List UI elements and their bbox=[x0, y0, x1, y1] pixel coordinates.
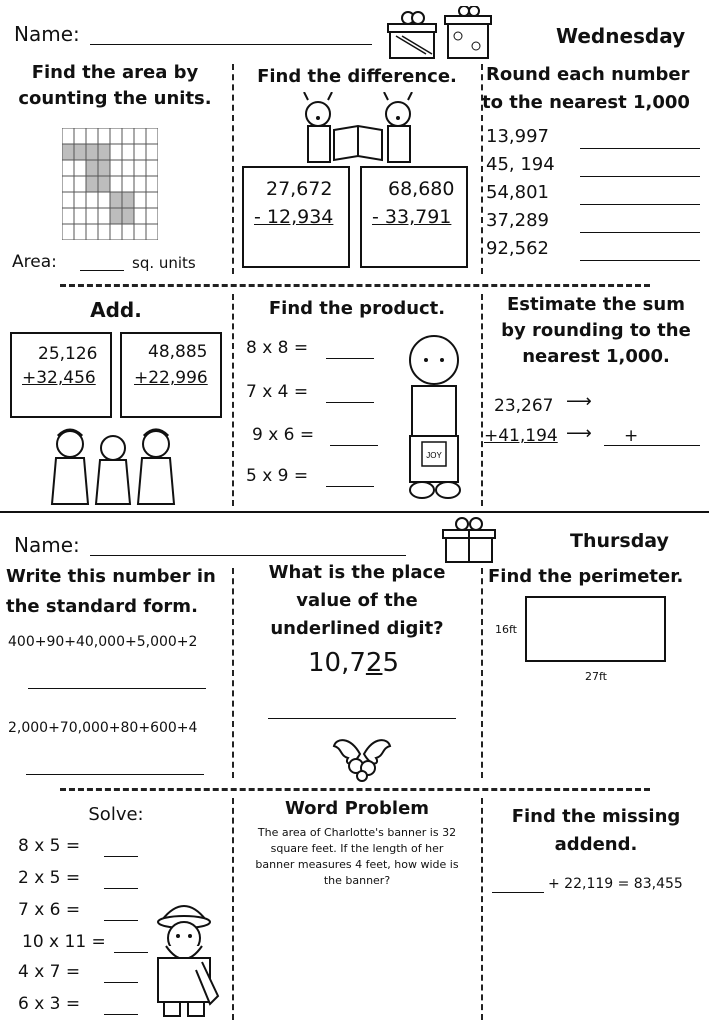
girl-with-gift-icon bbox=[396, 330, 472, 502]
difference-box-2 bbox=[360, 166, 468, 268]
solve-item: 2 x 5 = bbox=[18, 868, 81, 888]
solve-item: 7 x 6 = bbox=[18, 900, 81, 920]
estimate-plus: + bbox=[624, 426, 639, 446]
expanded-number-1: 400+90+40,000+5,000+2 bbox=[8, 634, 198, 650]
round-answer-field[interactable] bbox=[580, 260, 700, 261]
solve-item: 10 x 11 = bbox=[22, 932, 106, 952]
perimeter-side-label: 16ft bbox=[495, 623, 517, 636]
reindeer-reading-icon bbox=[298, 92, 418, 168]
place-value-title-3: underlined digit? bbox=[270, 618, 444, 639]
gift-box-icon bbox=[386, 6, 498, 62]
solve-title: Solve: bbox=[88, 804, 144, 825]
area-answer-field[interactable] bbox=[80, 270, 124, 271]
estimate-number-2: +41,194 bbox=[484, 426, 558, 446]
place-value-title: What is the place bbox=[268, 562, 446, 583]
word-problem-line: banner measures 4 feet, how wide is bbox=[255, 858, 459, 871]
divider bbox=[481, 798, 483, 1020]
santa-icon bbox=[142, 896, 226, 1020]
product-title: Find the product. bbox=[268, 298, 446, 319]
product-item: 8 x 8 = bbox=[246, 338, 309, 358]
perimeter-rectangle bbox=[525, 596, 666, 662]
product-answer-field[interactable] bbox=[326, 486, 374, 487]
round-number: 54,801 bbox=[486, 182, 549, 203]
solve-answer-field[interactable] bbox=[104, 888, 138, 889]
add-box-1 bbox=[10, 332, 112, 418]
missing-addend-equation: + 22,119 = 83,455 bbox=[548, 876, 683, 892]
gift-box-icon bbox=[440, 516, 498, 564]
round-number: 45, 194 bbox=[486, 154, 555, 175]
divider bbox=[232, 294, 234, 506]
underlined-digit: 2 bbox=[365, 648, 383, 678]
solve-answer-field[interactable] bbox=[104, 982, 138, 983]
difference-2-bottom: - 33,791 bbox=[372, 206, 452, 228]
difference-1-bottom: - 12,934 bbox=[254, 206, 334, 228]
difference-1-top: 27,672 bbox=[266, 178, 333, 200]
perimeter-bottom-label: 27ft bbox=[585, 670, 607, 683]
solve-item: 4 x 7 = bbox=[18, 962, 81, 982]
divider bbox=[481, 568, 483, 778]
round-answer-field[interactable] bbox=[580, 148, 700, 149]
difference-2-top: 68,680 bbox=[388, 178, 455, 200]
estimate-title-3: nearest 1,000. bbox=[522, 346, 670, 367]
solve-answer-field[interactable] bbox=[104, 920, 138, 921]
round-answer-field[interactable] bbox=[580, 176, 700, 177]
place-value-number: 10,725 bbox=[308, 648, 399, 678]
round-answer-field[interactable] bbox=[580, 204, 700, 205]
place-value-title-2: value of the bbox=[296, 590, 418, 611]
area-answer-suffix: sq. units bbox=[132, 254, 196, 272]
holly-icon bbox=[330, 726, 394, 782]
word-problem-title: Word Problem bbox=[284, 798, 430, 819]
divider bbox=[481, 294, 483, 506]
estimate-title: Estimate the sum bbox=[507, 294, 685, 315]
name-label: Name: bbox=[14, 533, 80, 557]
day-label: Wednesday bbox=[556, 24, 686, 48]
joy-label: JOY bbox=[426, 451, 442, 460]
product-answer-field[interactable] bbox=[326, 402, 374, 403]
missing-addend-title: Find the missing bbox=[511, 806, 681, 827]
arrow-right-icon: ⟶ bbox=[566, 423, 592, 444]
word-problem-line: the banner? bbox=[323, 874, 391, 887]
round-number: 13,997 bbox=[486, 126, 549, 147]
standard-title-2: the standard form. bbox=[6, 596, 198, 617]
area-title: Find the area by bbox=[31, 62, 199, 83]
solve-answer-field[interactable] bbox=[104, 1014, 138, 1015]
add-title: Add. bbox=[90, 298, 142, 322]
carolers-icon bbox=[48, 424, 178, 510]
estimate-answer-field[interactable] bbox=[604, 445, 700, 446]
divider bbox=[232, 64, 234, 274]
add-1-bottom: +32,456 bbox=[22, 368, 96, 388]
name-field[interactable] bbox=[90, 44, 372, 45]
round-answer-field[interactable] bbox=[580, 232, 700, 233]
add-2-top: 48,885 bbox=[148, 342, 208, 362]
round-title: Round each number bbox=[486, 64, 690, 85]
area-title-2: counting the units. bbox=[18, 88, 212, 109]
arrow-right-icon: ⟶ bbox=[566, 391, 592, 412]
standard-answer-field[interactable] bbox=[26, 774, 204, 775]
area-grid bbox=[62, 128, 158, 240]
day-label: Thursday bbox=[570, 530, 669, 552]
name-label: Name: bbox=[14, 22, 80, 46]
word-problem-line: square feet. If the length of her bbox=[270, 842, 444, 855]
word-problem-line: The area of Charlotte's banner is 32 bbox=[257, 826, 457, 839]
page-separator bbox=[0, 511, 709, 513]
missing-addend-field[interactable] bbox=[492, 892, 544, 893]
standard-answer-field[interactable] bbox=[28, 688, 206, 689]
product-answer-field[interactable] bbox=[330, 445, 378, 446]
estimate-title-2: by rounding to the bbox=[501, 320, 691, 341]
solve-item: 6 x 3 = bbox=[18, 994, 81, 1014]
name-field[interactable] bbox=[90, 555, 406, 556]
expanded-number-2: 2,000+70,000+80+600+4 bbox=[8, 720, 198, 736]
solve-item: 8 x 5 = bbox=[18, 836, 81, 856]
round-title-2: to the nearest 1,000 bbox=[482, 92, 690, 113]
product-item: 5 x 9 = bbox=[246, 466, 309, 486]
add-2-bottom: +22,996 bbox=[134, 368, 208, 388]
perimeter-title: Find the perimeter. bbox=[488, 566, 684, 587]
solve-answer-field[interactable] bbox=[104, 856, 138, 857]
section-divider bbox=[60, 788, 650, 791]
round-number: 37,289 bbox=[486, 210, 549, 231]
round-number: 92,562 bbox=[486, 238, 549, 259]
difference-box-1 bbox=[242, 166, 350, 268]
product-answer-field[interactable] bbox=[326, 358, 374, 359]
difference-title: Find the difference. bbox=[257, 66, 457, 87]
standard-title: Write this number in bbox=[6, 566, 216, 587]
add-box-2 bbox=[120, 332, 222, 418]
product-item: 7 x 4 = bbox=[246, 382, 309, 402]
product-item: 9 x 6 = bbox=[252, 425, 315, 445]
area-answer-prefix: Area: bbox=[12, 252, 57, 272]
add-1-top: 25,126 bbox=[38, 344, 98, 364]
missing-addend-title-2: addend. bbox=[554, 834, 638, 855]
place-value-answer-field[interactable] bbox=[268, 718, 456, 719]
estimate-number-1: 23,267 bbox=[494, 396, 554, 416]
section-divider bbox=[60, 284, 650, 287]
